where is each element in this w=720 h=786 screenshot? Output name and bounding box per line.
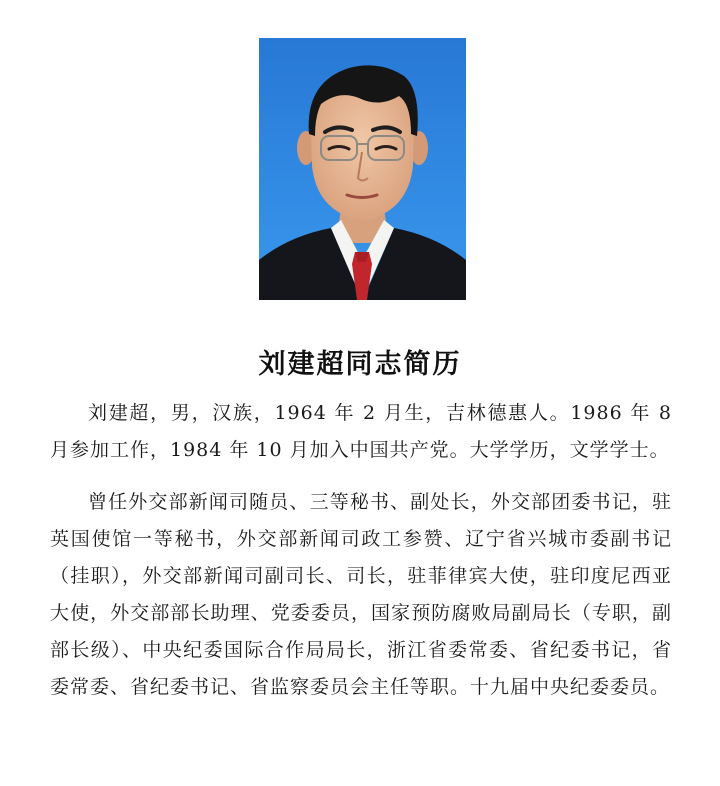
- portrait-illustration: [259, 38, 466, 300]
- biography-paragraph-basic-info: 刘建超，男，汉族，1964 年 2 月生，吉林德惠人。1986 年 8 月参加工作，1984 年 10 月加入中国共产党。大学学历，文学学士。: [50, 402, 672, 461]
- page-title: 刘建超同志简历: [258, 349, 462, 381]
- portrait-photo: [259, 38, 466, 300]
- biography-paragraph-career: 曾任外交部新闻司随员、三等秘书、副处长，外交部团委书记，驻英国使馆一等秘书，外交部新闻司政工参赞、辽宁省兴城市委副书记（挂职），外交部新闻司副司长、司长，驻菲律宾大使，驻印度尼西亚大使，外交部部长助理、党委委员，国家预防腐败局副局长（专职，副部长级）、中央纪委国际合作局局长，浙江省委常委、省纪委书记，省委常委、省纪委书记、省监察委员会主任等职。十九届中央纪委委员。: [50, 491, 672, 698]
